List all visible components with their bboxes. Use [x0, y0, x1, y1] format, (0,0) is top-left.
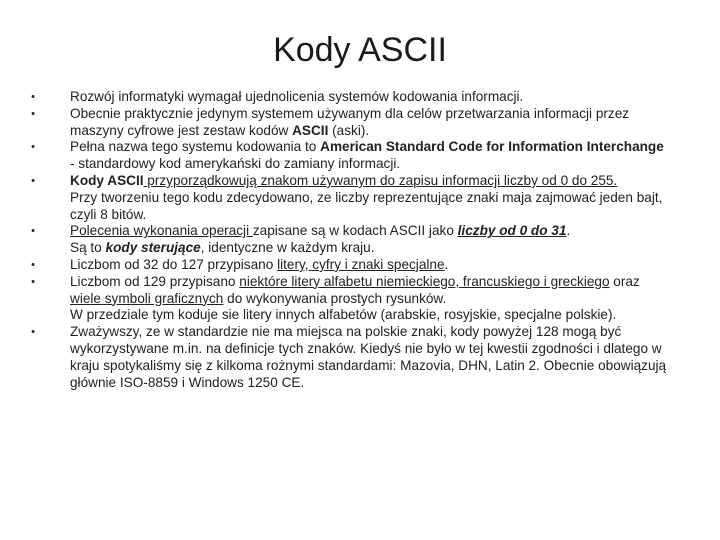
- bullet-dot-icon: •: [31, 275, 35, 288]
- bullet-dot-icon: •: [31, 225, 35, 238]
- bullet-6-text-b: .: [444, 256, 449, 272]
- bullet-5-sub-emphasis: kody sterujące: [105, 240, 201, 256]
- bullet-4-subtext: Przy tworzeniu tego kodu zdecydowano, ze liczby reprezentujące znaki maja zajmować jeden bajt, czyli 8 bitów.: [70, 189, 663, 222]
- bullet-dot-icon: •: [31, 258, 35, 271]
- bullet-3-text-b: - standardowy kod amerykański do zamiany informacji.: [70, 156, 401, 172]
- bullet-5-subline: [70, 240, 668, 257]
- bullet-7-underline-b: wiele symboli graficznych: [70, 290, 224, 306]
- bullet-item-1: [28, 89, 668, 106]
- bullet-5-underline: Polecenia wykonania operacji: [70, 223, 253, 239]
- bullet-6-underline: litery, cyfry i znaki specjalne: [277, 256, 445, 272]
- bullet-2-text-a: Obecnie praktycznie jedynym systemem używanym dla celów przetwarzania informacji przez maszyny cyfrowe jest zestaw kodów: [70, 105, 630, 138]
- bullet-list: [28, 89, 668, 391]
- bullet-1-text: Rozwój informatyki wymagał ujednolicenia systemów kodowania informacji.: [70, 89, 524, 104]
- bullet-7-text-b: oraz: [609, 273, 640, 289]
- bullet-dot-icon: •: [31, 91, 35, 103]
- bullet-7-underline-a: niektóre litery alfabetu niemieckiego, francuskiego i greckiego: [239, 273, 610, 289]
- bullet-2-text-b: (aski).: [328, 122, 370, 138]
- bullet-5-text-a: zapisane są w kodach ASCII jako: [252, 223, 458, 239]
- bullet-item-2: [28, 106, 668, 140]
- bullet-dot-icon: •: [31, 174, 35, 187]
- bullet-5-text-b: .: [566, 223, 571, 239]
- bullet-item-7: [28, 274, 668, 324]
- bullet-7-text-c: do wykonywania prostych rysunków.: [223, 290, 447, 306]
- bullet-dot-icon: •: [31, 141, 35, 154]
- bullet-2-bold: ASCII: [292, 122, 329, 138]
- bullet-item-5: [28, 223, 668, 257]
- bullet-item-8: [28, 324, 668, 391]
- bullet-7-subtext: W przedziale tym koduje sie litery innych alfabetów (arabskie, rosyjskie, specjalne polskie).: [70, 307, 617, 323]
- bullet-item-6: [28, 257, 668, 274]
- bullet-item-4: [28, 173, 668, 223]
- bullet-dot-icon: •: [31, 326, 35, 339]
- bullet-4-underline: przyporządkowują znakom używanym do zapisu informacji liczby od 0 do 255.: [143, 172, 618, 188]
- bullet-4-bold: Kody ASCII: [70, 172, 144, 188]
- bullet-5-sub-a: Są to: [70, 240, 106, 256]
- bullet-7-text-a: Liczbom od 129 przypisano: [70, 273, 240, 289]
- bullet-5-emphasis: liczby od 0 do 31: [457, 223, 567, 239]
- bullet-item-3: [28, 139, 668, 173]
- slide-title: Kody ASCII: [273, 31, 447, 69]
- bullet-5-sub-c: , identyczne w każdym kraju.: [200, 240, 375, 256]
- bullet-3-text-a: Pełna nazwa tego systemu kodowania to: [70, 139, 321, 155]
- bullet-6-text-a: Liczbom od 32 do 127 przypisano: [70, 256, 278, 272]
- bullet-3-bold: American Standard Code for Information Interchange: [320, 139, 664, 155]
- bullet-dot-icon: •: [31, 107, 35, 120]
- bullet-8-text: Zważywszy, ze w standardzie nie ma miejsca na polskie znaki, kody powyżej 128 mogą być wykorzystywane m.in. na definicje tych znaków. Kiedyś nie było w tej kwestii zgodności i dlatego w kraju spotykaliśmy się z kilkoma rożnymi standardami: Mazovia, DHN, Latin 2. Obecnie obowiązują głównie ISO-8859 i Windows 1250 CE.: [70, 324, 667, 390]
